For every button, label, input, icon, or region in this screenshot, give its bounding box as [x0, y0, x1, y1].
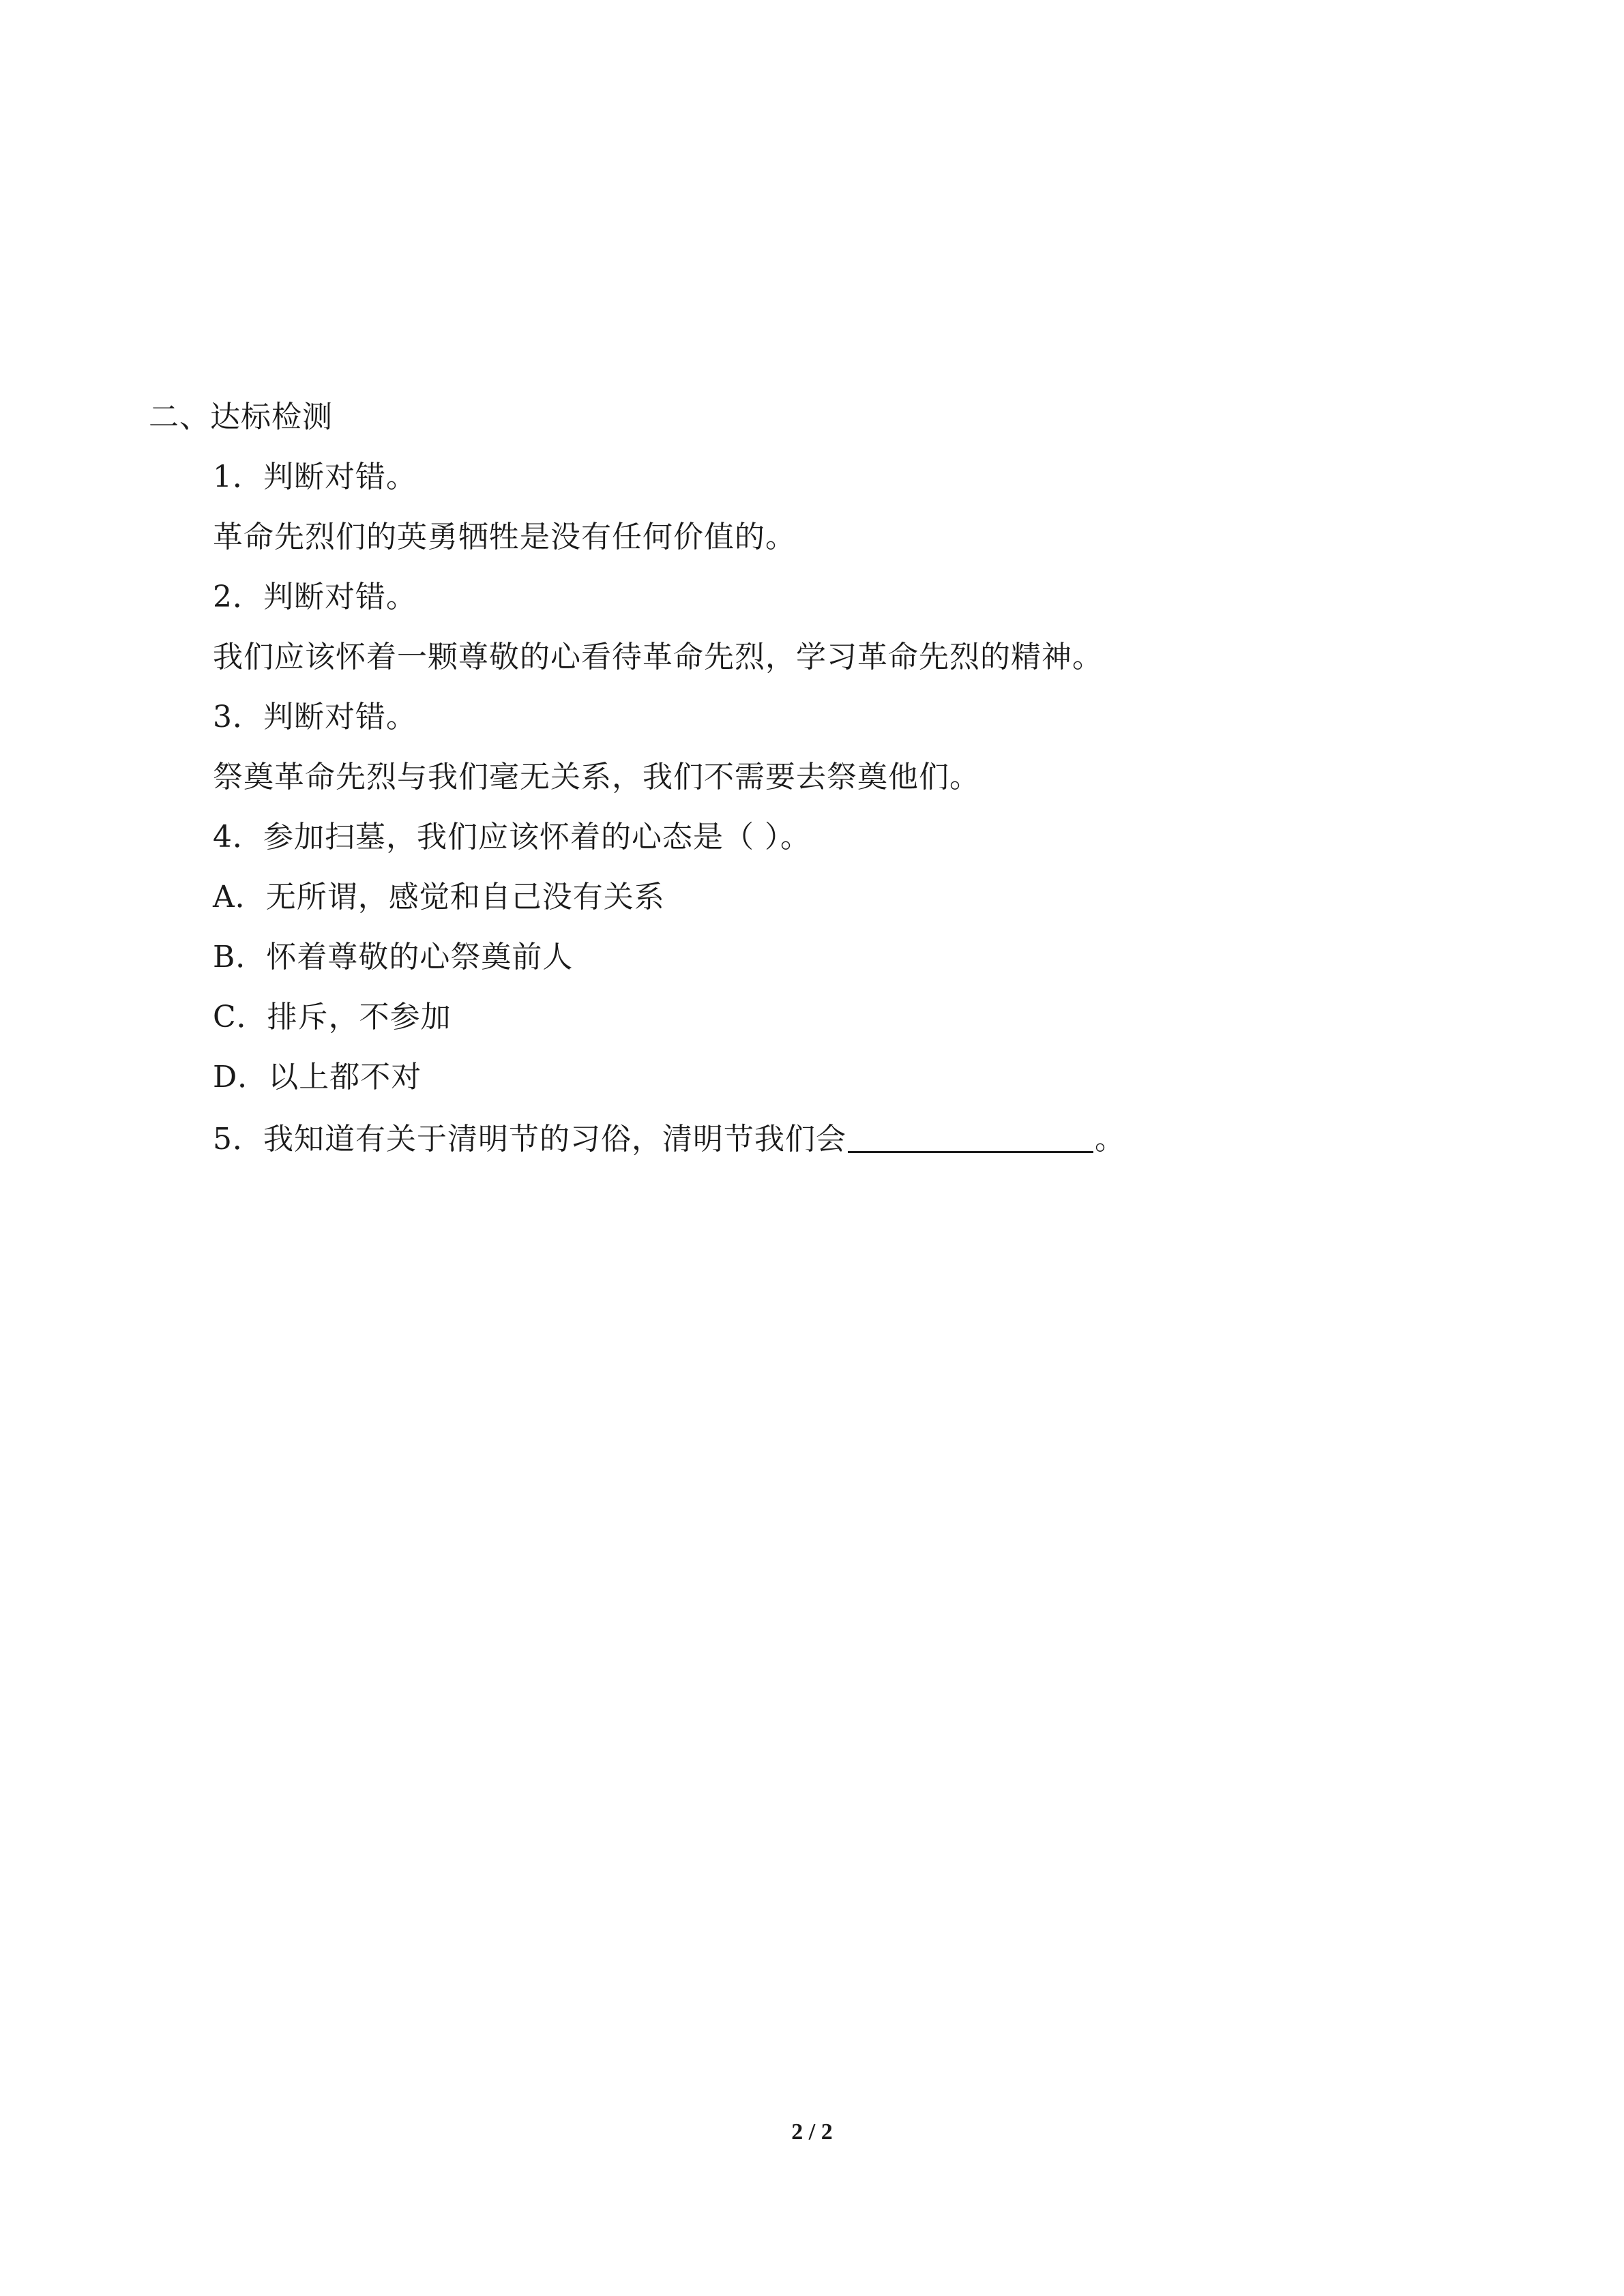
question-2-statement: 我们应该怀着一颗尊敬的心看待革命先烈，学习革命先烈的精神。 [213, 640, 1103, 674]
question-5 [213, 1117, 1125, 1160]
question-4-option-d: D．以上都不对 [213, 1060, 422, 1094]
question-5-title: 5．我知道有关于清明节的习俗，清明节我们会 [213, 1122, 846, 1157]
section-heading: 二、达标检测 [149, 400, 333, 434]
question-4-option-c: C．排斥，不参加 [213, 1000, 452, 1034]
question-4-option-b: B．怀着尊敬的心祭奠前人 [213, 940, 574, 974]
question-4-title: 4．参加扫墓，我们应该怀着的心态是（ ）。 [213, 820, 811, 854]
question-2-title: 2．判断对错。 [213, 580, 417, 614]
question-1-statement: 革命先烈们的英勇牺牲是没有任何价值的。 [213, 520, 796, 554]
question-5-end: 。 [1095, 1122, 1125, 1157]
question-3-statement: 祭奠革命先烈与我们毫无关系，我们不需要去祭奠他们。 [213, 760, 980, 794]
question-4-option-a: A．无所谓，感觉和自己没有关系 [213, 880, 665, 914]
question-1-title: 1．判断对错。 [213, 460, 417, 494]
question-3-title: 3．判断对错。 [213, 700, 417, 734]
page-number: 2 / 2 [791, 2119, 833, 2145]
answer-blank [848, 1121, 1093, 1153]
